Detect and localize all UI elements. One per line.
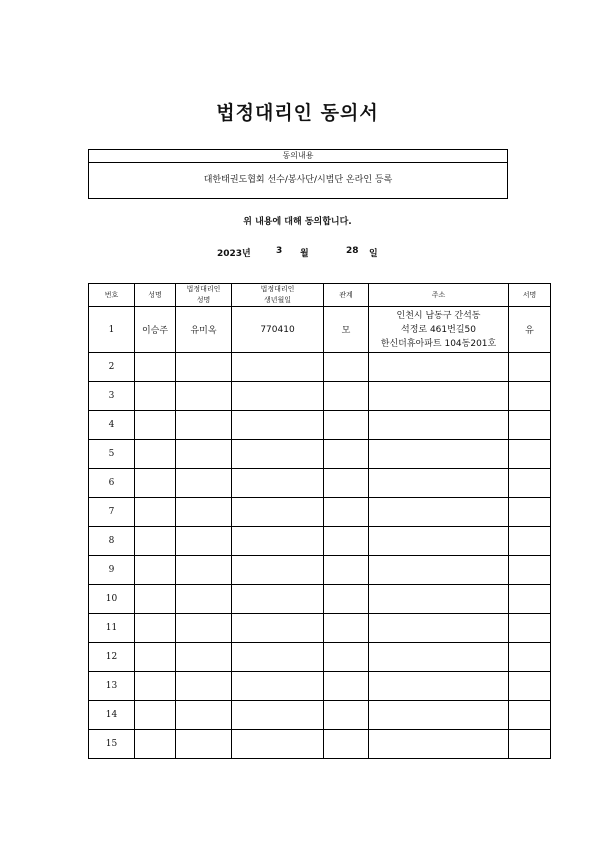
relation-cell	[324, 411, 369, 440]
consent-body: 대한태권도협회 선수/봉사단/시범단 온라인 등록	[203, 175, 393, 185]
row-number-cell: 4	[89, 411, 135, 440]
relation-cell	[324, 701, 369, 730]
signature-cell	[509, 527, 551, 556]
signature-cell	[509, 643, 551, 672]
signature-cell	[509, 672, 551, 701]
row-number-cell: 14	[89, 701, 135, 730]
guardian-name-cell	[176, 382, 232, 411]
signature-cell	[509, 498, 551, 527]
guardian-birthdate-cell	[232, 411, 324, 440]
relation-cell	[324, 498, 369, 527]
address-line: 한신더휴아파트 104동201호	[380, 338, 497, 349]
guardian-name-cell	[176, 440, 232, 469]
table-row	[89, 411, 551, 440]
address-line: 인천시 남동구 간석동	[396, 310, 481, 321]
relation-cell: 모	[324, 307, 369, 353]
student-name-cell	[135, 701, 176, 730]
signature-cell	[509, 440, 551, 469]
relation-cell	[324, 382, 369, 411]
address-cell	[369, 440, 509, 469]
address-cell	[369, 585, 509, 614]
col-signature-header	[509, 284, 551, 307]
relation-cell	[324, 527, 369, 556]
table-header-row	[89, 284, 551, 307]
address-cell	[369, 498, 509, 527]
table-row	[89, 643, 551, 672]
signature-cell	[509, 701, 551, 730]
guardian-name-cell	[176, 672, 232, 701]
signature-cell	[509, 556, 551, 585]
row-number-cell: 11	[89, 614, 135, 643]
header-label: 번호	[104, 290, 119, 299]
date-month-unit: 월	[300, 249, 309, 259]
row-number-cell: 8	[89, 527, 135, 556]
relation-cell	[324, 614, 369, 643]
guardian-birthdate-cell	[232, 730, 324, 759]
signature-cell	[509, 469, 551, 498]
guardian-name-cell	[176, 585, 232, 614]
relation-cell	[324, 440, 369, 469]
signature-cell	[509, 353, 551, 382]
student-name-cell	[135, 469, 176, 498]
signature-table	[88, 283, 551, 759]
relation-cell	[324, 730, 369, 759]
guardian-birthdate-cell	[232, 469, 324, 498]
student-name-cell: 이승주	[135, 307, 176, 353]
header-label: 법정대리인	[260, 285, 295, 293]
student-name-cell	[135, 672, 176, 701]
guardian-birthdate-cell	[232, 643, 324, 672]
table-row	[89, 307, 551, 353]
student-name-cell	[135, 643, 176, 672]
table-row	[89, 382, 551, 411]
table-row	[89, 585, 551, 614]
col-relation-header	[324, 284, 369, 307]
student-name-cell	[135, 556, 176, 585]
address-cell	[369, 730, 509, 759]
row-number-cell: 2	[89, 353, 135, 382]
signature-cell	[509, 585, 551, 614]
row-number-cell: 12	[89, 643, 135, 672]
document-title: 법정대리인 동의서	[216, 102, 379, 124]
address-cell	[369, 469, 509, 498]
guardian-name-cell	[176, 556, 232, 585]
guardian-name-cell	[176, 469, 232, 498]
table-row	[89, 353, 551, 382]
row-number-cell: 10	[89, 585, 135, 614]
guardian-birthdate-cell	[232, 498, 324, 527]
student-name-cell	[135, 730, 176, 759]
row-number-cell: 3	[89, 382, 135, 411]
signature-cell	[509, 614, 551, 643]
address-cell	[369, 411, 509, 440]
student-name-cell	[135, 353, 176, 382]
guardian-birthdate-cell	[232, 672, 324, 701]
relation-cell	[324, 556, 369, 585]
date-day: 28	[346, 246, 359, 256]
student-name-cell	[135, 585, 176, 614]
consent-box	[88, 149, 508, 199]
address-cell	[369, 701, 509, 730]
header-label: 성명	[196, 296, 211, 304]
student-name-cell	[135, 440, 176, 469]
guardian-birthdate-cell	[232, 527, 324, 556]
date-month: 3	[276, 246, 283, 256]
address-cell	[369, 353, 509, 382]
address-cell	[369, 672, 509, 701]
student-name-cell	[135, 498, 176, 527]
header-label: 생년월일	[263, 296, 292, 304]
table-row	[89, 556, 551, 585]
address-cell	[369, 527, 509, 556]
address-line: 석정로 461번길50	[401, 324, 476, 335]
row-number-cell: 13	[89, 672, 135, 701]
col-name-header	[135, 284, 176, 307]
guardian-birthdate-cell	[232, 556, 324, 585]
guardian-name-cell	[176, 527, 232, 556]
table-row	[89, 614, 551, 643]
header-label: 성명	[148, 290, 162, 299]
address-cell	[369, 614, 509, 643]
signature-cell	[509, 382, 551, 411]
table-row	[89, 672, 551, 701]
col-guardian-birth-header	[232, 284, 324, 307]
address-cell	[369, 556, 509, 585]
date-day-unit: 일	[369, 249, 378, 259]
row-number-cell: 6	[89, 469, 135, 498]
guardian-birthdate-cell	[232, 382, 324, 411]
row-number-cell: 15	[89, 730, 135, 759]
guardian-birthdate-cell	[232, 353, 324, 382]
col-no-header	[89, 284, 135, 307]
student-name-cell	[135, 527, 176, 556]
guardian-name-cell: 유미옥	[176, 307, 232, 353]
row-number-cell: 7	[89, 498, 135, 527]
relation-cell	[324, 469, 369, 498]
guardian-name-cell	[176, 498, 232, 527]
table-row	[89, 498, 551, 527]
header-label: 서명	[522, 290, 537, 299]
relation-cell	[324, 672, 369, 701]
row-number-cell: 5	[89, 440, 135, 469]
relation-cell	[324, 353, 369, 382]
row-number-cell: 9	[89, 556, 135, 585]
date-year: 2023년	[217, 249, 251, 259]
table-row	[89, 701, 551, 730]
address-cell	[369, 307, 509, 353]
relation-cell	[324, 643, 369, 672]
relation-cell	[324, 585, 369, 614]
address-cell	[369, 382, 509, 411]
guardian-name-cell	[176, 411, 232, 440]
header-label: 관계	[339, 290, 353, 299]
col-guardian-name-header	[176, 284, 232, 307]
guardian-name-cell	[176, 730, 232, 759]
consent-header: 동의내용	[89, 150, 507, 163]
signature-cell	[509, 730, 551, 759]
student-name-cell	[135, 614, 176, 643]
table-row	[89, 440, 551, 469]
guardian-birthdate-cell	[232, 701, 324, 730]
address-cell	[369, 643, 509, 672]
table-row	[89, 730, 551, 759]
student-name-cell	[135, 382, 176, 411]
student-name-cell	[135, 411, 176, 440]
signature-cell: 유	[509, 307, 551, 353]
row-number-cell: 1	[89, 307, 135, 353]
signature-cell	[509, 411, 551, 440]
guardian-birthdate-cell	[232, 614, 324, 643]
guardian-birthdate-cell	[232, 440, 324, 469]
guardian-name-cell	[176, 353, 232, 382]
header-label: 주소	[431, 290, 446, 299]
col-address-header	[369, 284, 509, 307]
table-row	[89, 469, 551, 498]
header-label: 법정대리인	[186, 285, 221, 293]
agree-statement: 위 내용에 대해 동의합니다.	[243, 217, 352, 227]
guardian-name-cell	[176, 614, 232, 643]
table-row	[89, 527, 551, 556]
guardian-birthdate-cell: 770410	[232, 307, 324, 353]
guardian-name-cell	[176, 643, 232, 672]
guardian-birthdate-cell	[232, 585, 324, 614]
guardian-name-cell	[176, 701, 232, 730]
